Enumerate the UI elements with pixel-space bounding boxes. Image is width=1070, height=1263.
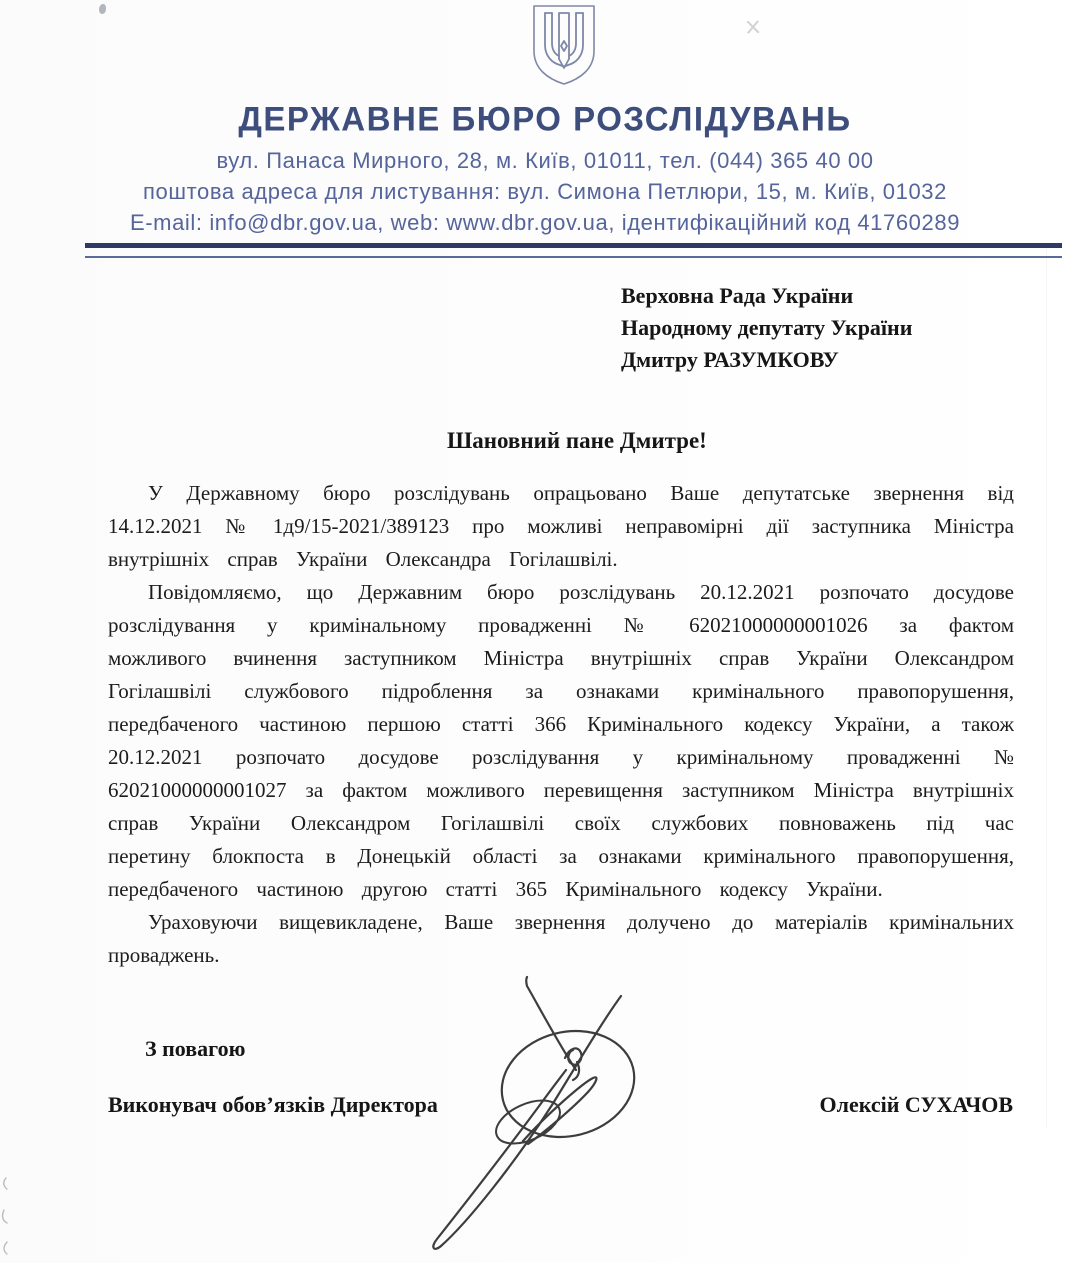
body-paragraph-3: Ураховуючи вищевикладене, Ваше звернення долучено до матеріалів кримінальних проваджень. <box>108 910 1014 967</box>
recipient-block <box>621 280 912 376</box>
letterhead-rule-thick <box>85 243 1062 248</box>
recipient-line-2: Народному депутату України <box>621 315 913 340</box>
address-line-3: E-mail: info@dbr.gov.ua, web: www.dbr.gov.ua, ідентифікаційний код 41760289 <box>129 210 961 235</box>
scan-speck <box>99 4 106 14</box>
scan-speck <box>746 20 760 34</box>
salutation: Шановний пане Дмитре! <box>447 428 707 453</box>
address-line-1: вул. Панаса Мирного, 28, м. Київ, 01011, тел. (044) 365 40 00 <box>216 148 874 173</box>
handwritten-signature <box>410 968 670 1263</box>
scan-edge-marks <box>0 1170 22 1263</box>
ukraine-trident-shield-icon <box>527 3 601 87</box>
signer-title: Виконувач обов’язків Директора <box>108 1092 438 1117</box>
letterhead-rule-thin <box>85 256 1062 258</box>
scan-edge-line <box>1046 248 1047 1128</box>
body-paragraph-1: У Державному бюро розслідувань опрацьовано Ваше депутатське звернення від 14.12.2021 № 1д9/15-2021/389123 про можливі неправомірні дії заступника Міністра внутрішніх справ України Олександра Гогілашвілі. <box>108 481 1014 571</box>
org-name: ДЕРЖАВНЕ БЮРО РОЗСЛІДУВАНЬ <box>238 99 852 138</box>
letterhead-contact-block <box>20 145 1070 238</box>
letter-body <box>108 477 1014 972</box>
body-paragraph-2: Повідомляємо, що Державним бюро розслідувань 20.12.2021 розпочато досудове розслідування у кримінальному провадженні № 62021000000001026 за фактом можливого вчинення заступником Міністра внутрішніх справ України Олександром Гогілашвілі службового підроблення за ознаками кримінального правопорушення, передбаченого частиною першою статті 366 Кримінального кодексу України, а також 20.12.2021 розпочато досудове розслідування у кримінальному провадженні № 62021000000001027 за фактом можливого перевищення заступником Міністра внутрішніх справ України Олександром Гогілашвілі своїх службових повноважень під час перетину блокпоста в Донецькій області за ознаками кримінального правопорушення, передбаченого частиною другою статті 365 Кримінального кодексу України. <box>108 580 1014 901</box>
recipient-line-3: Дмитру РАЗУМКОВУ <box>621 347 839 372</box>
signer-name: Олексій СУХАЧОВ <box>819 1092 1013 1117</box>
recipient-line-1: Верховна Рада України <box>621 283 854 308</box>
address-line-2: поштова адреса для листування: вул. Симона Петлюри, 15, м. Київ, 01032 <box>143 179 947 204</box>
closing-phrase: З повагою <box>145 1036 246 1061</box>
